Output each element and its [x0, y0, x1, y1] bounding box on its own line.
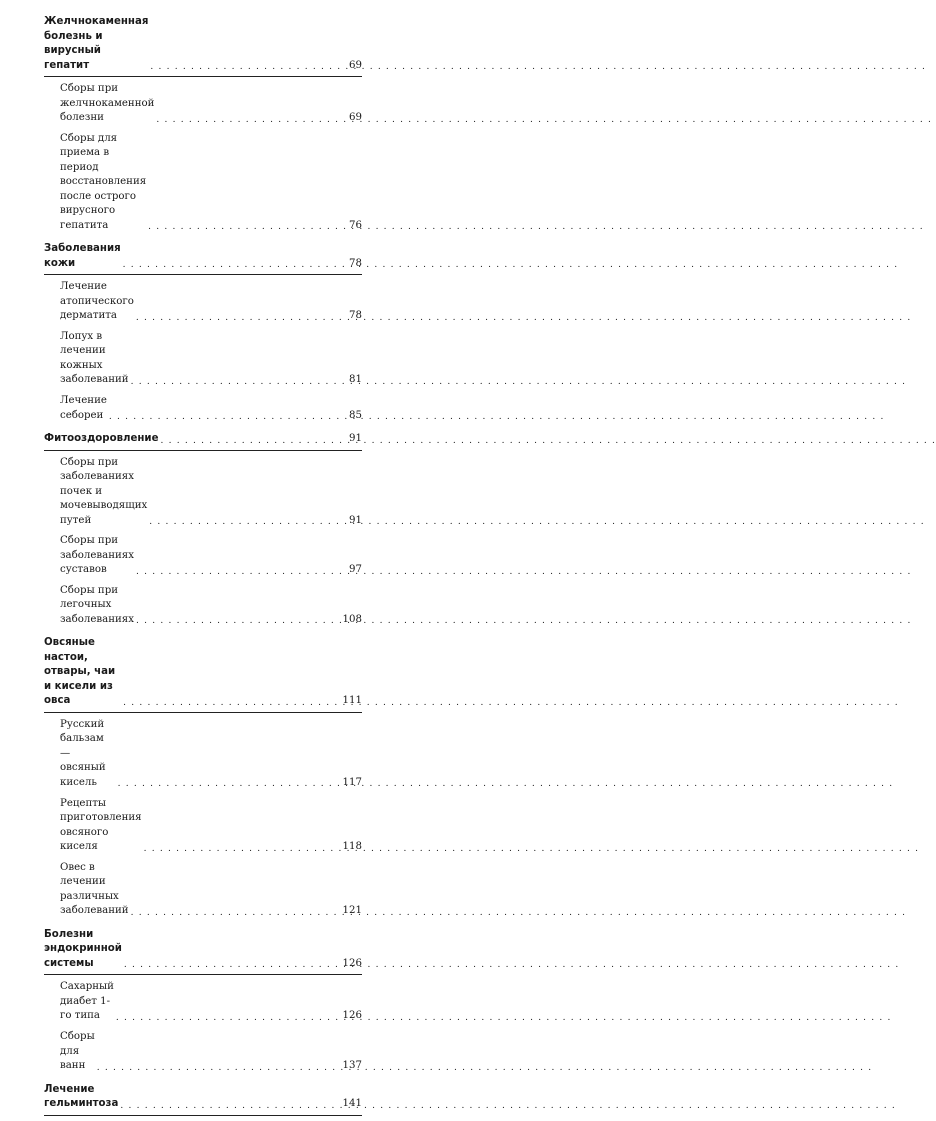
toc-section-heading — [44, 928, 362, 976]
toc-leader-dots — [118, 778, 341, 790]
toc-subsection-item — [44, 534, 362, 578]
toc-subsection-item — [44, 394, 362, 423]
toc-entry-title-line: Фитооздоровление — [44, 433, 159, 445]
toc-page-number: 121 — [342, 905, 362, 917]
toc-leader-dots — [136, 615, 341, 627]
toc-leader-dots — [123, 259, 346, 271]
toc-page-number: 91 — [349, 433, 362, 445]
toc-entry-title-line: Рецепты приготовления овсяного киселя — [60, 797, 142, 853]
toc-leader-dots — [136, 566, 346, 578]
toc-leader-dots — [156, 114, 346, 126]
toc-subsection-item — [44, 330, 362, 388]
toc-page-number: 97 — [349, 564, 362, 576]
toc-subsection-item — [44, 861, 362, 919]
toc-subsection-item — [44, 82, 362, 126]
toc-leader-dots — [136, 312, 346, 324]
toc-leader-dots — [116, 1012, 341, 1024]
toc-leader-dots — [149, 516, 346, 528]
toc-page-number: 137 — [342, 1060, 362, 1071]
toc-page-number: 111 — [342, 695, 362, 707]
toc-subsection-item — [44, 280, 362, 324]
toc-entry-title-line: Сборы для ванн — [60, 1031, 95, 1071]
toc-entry-title-line: Болезни эндокринной системы — [44, 928, 122, 969]
toc-entry-title — [60, 797, 142, 855]
toc-entry-title — [60, 980, 114, 1024]
toc-subsection-item — [44, 1030, 362, 1074]
toc-page-number: 126 — [342, 957, 362, 969]
toc-page-number: 78 — [349, 257, 362, 269]
toc-entry-title — [44, 1083, 118, 1112]
toc-entry-title-line: Сахарный диабет 1-го типа — [60, 981, 114, 1022]
toc-subsection-item — [44, 797, 362, 855]
toc-entry-title-line: Лечение атопического дерматита — [60, 281, 134, 322]
toc-entry-title — [44, 928, 122, 972]
toc-entry-title — [60, 718, 116, 791]
toc-page-number: 126 — [342, 1010, 362, 1022]
toc-page-number: 117 — [342, 776, 362, 788]
toc-entry-title — [60, 394, 107, 423]
toc-entry-title — [60, 584, 134, 628]
toc-leader-dots — [131, 907, 341, 919]
toc-subsection-item — [44, 584, 362, 628]
toc-entry-title-line: Овсяные настои, отвары, чаи и кисели из овса — [44, 637, 116, 707]
toc-leader-dots — [123, 697, 340, 709]
toc-section-heading — [44, 636, 362, 713]
toc-entry-title-line: Заболевания кожи — [44, 243, 121, 269]
toc-entry-title — [60, 861, 129, 919]
toc-entry-title — [44, 432, 159, 447]
toc-subsection-item — [44, 980, 362, 1024]
toc-leader-dots — [97, 1062, 341, 1074]
toc-entry-title — [44, 15, 148, 73]
toc-leader-dots — [109, 411, 346, 423]
toc-section-heading — [44, 1083, 362, 1116]
toc-leader-dots — [131, 376, 346, 388]
toc-leader-dots — [150, 61, 346, 73]
toc-section-heading — [44, 242, 362, 275]
toc-entry-title-line: Желчнокаменная болезнь и вирусный гепатит — [44, 16, 149, 71]
toc-entry-title-line: Овес в лечении различных заболеваний — [60, 861, 129, 917]
toc-leader-dots — [148, 221, 346, 233]
toc-entry-title-line: Русский бальзам — овсяный кисель — [60, 718, 106, 788]
toc-entry-title — [60, 534, 134, 578]
toc-entry-title — [60, 280, 134, 324]
toc-entry-title-line: Сборы при желчнокаменной болезни — [60, 83, 155, 123]
toc-page-number: 69 — [349, 112, 362, 123]
toc-entry-title-line: Сборы для приема в период восстановления — [60, 132, 147, 188]
toc-entry-title — [60, 1030, 95, 1074]
toc-leader-dots — [144, 843, 341, 855]
toc-entry-title — [60, 330, 129, 388]
toc-page-number: 85 — [349, 409, 362, 421]
toc-entry-title — [44, 636, 121, 709]
toc-entry-title-line: Сборы при заболеваниях почек и мочевыводящих путей — [60, 456, 148, 526]
toc-page-number: 108 — [342, 613, 362, 625]
toc-page-number: 69 — [349, 59, 362, 71]
toc-page-number: 118 — [342, 841, 362, 853]
toc-entry-title-line: Сборы при заболеваниях суставов — [60, 535, 134, 576]
toc-leader-dots — [124, 959, 341, 971]
toc-entry-title-line: Сборы при легочных заболеваниях — [60, 584, 134, 625]
toc-page-number: 141 — [342, 1098, 362, 1109]
toc-page-number: 81 — [349, 374, 362, 386]
toc-leader-dots — [120, 1100, 340, 1112]
toc-page-number: 78 — [349, 310, 362, 322]
toc-entry-title-line: после острого вирусного гепатита — [60, 190, 136, 231]
toc-entry-title — [44, 242, 121, 271]
toc-section-heading — [44, 15, 362, 77]
toc-entry-title-line: Лопух в лечении кожных заболеваний — [60, 330, 129, 386]
toc-section-heading — [44, 432, 362, 451]
toc-subsection-item — [44, 456, 362, 529]
toc-leader-dots — [161, 435, 347, 447]
toc-entry-title — [60, 82, 154, 126]
toc-entry-title — [60, 456, 147, 529]
toc-page-number: 76 — [349, 219, 362, 231]
toc-page-number: 91 — [349, 514, 362, 526]
toc-entry-title — [60, 132, 146, 234]
toc-subsection-item — [44, 132, 362, 234]
toc-subsection-item — [44, 718, 362, 791]
toc-entry-title-line: Лечение гельминтоза — [44, 1083, 119, 1109]
table-of-contents — [44, 15, 362, 1121]
toc-entry-title-line: Лечение себореи — [60, 395, 107, 421]
